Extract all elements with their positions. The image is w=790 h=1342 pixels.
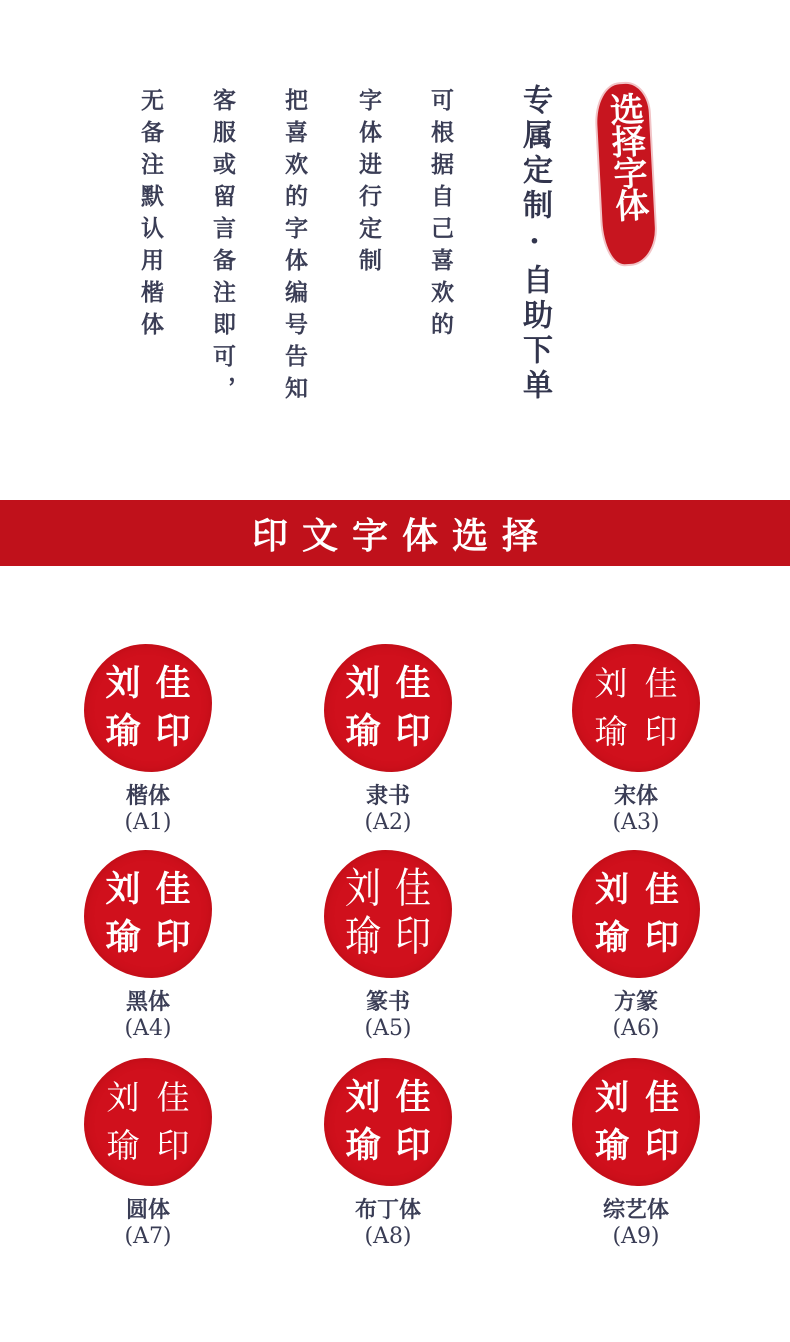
intro-section: [0, 0, 790, 500]
seal-char: 印: [395, 1126, 431, 1166]
seal-char: 印: [155, 918, 191, 958]
font-option-a1[interactable]: [48, 644, 248, 836]
seal-char: 佳: [395, 664, 431, 704]
font-name: 黑体: [125, 989, 170, 1015]
seal-char: 印: [645, 1126, 677, 1166]
seal-char: 瑜: [345, 1126, 381, 1166]
seal-char: 佳: [156, 1078, 190, 1117]
font-option-a6[interactable]: [536, 850, 736, 1042]
seal-char: 瑜: [105, 918, 141, 958]
font-option-a8[interactable]: [288, 1058, 488, 1250]
seal-image: [324, 644, 452, 772]
seal-char: 佳: [394, 865, 431, 913]
seal-char: 刘: [594, 664, 628, 703]
seal-char: 印: [394, 913, 431, 961]
seal-char: 印: [156, 1126, 190, 1165]
seal-char: 瑜: [345, 712, 381, 752]
font-name: 隶书: [365, 783, 410, 809]
intro-main-column: 专属定制·自助下单: [517, 84, 552, 404]
seal-char: 刘: [344, 865, 381, 913]
font-option-a7[interactable]: [48, 1058, 248, 1250]
seal-glyphs: [572, 850, 700, 978]
seal-char: 印: [645, 918, 677, 958]
seal-char: 刘: [106, 1078, 140, 1117]
font-option-a9[interactable]: [536, 1058, 736, 1250]
font-name: 综艺体: [602, 1197, 669, 1223]
seal-image: [572, 644, 700, 772]
seal-glyphs: [324, 1058, 452, 1186]
section-banner: [0, 500, 790, 566]
seal-image: [572, 1058, 700, 1186]
seal-char: 瑜: [344, 913, 381, 961]
font-name: 篆书: [365, 989, 410, 1015]
intro-column-3: 把喜欢的字体编号告知: [281, 88, 308, 408]
seal-char: 佳: [645, 1078, 677, 1118]
seal-char: 刘: [345, 664, 381, 704]
intro-column-5: 无备注默认用楷体: [137, 88, 164, 344]
title-seal-text: 选择字体: [602, 91, 650, 221]
seal-char: 刘: [595, 1078, 627, 1118]
seal-glyphs: [84, 850, 212, 978]
seal-char: 刘: [345, 1078, 381, 1118]
font-option-a4[interactable]: [48, 850, 248, 1042]
seal-char: 瑜: [105, 711, 141, 752]
seal-image: [324, 1058, 452, 1186]
font-option-a5[interactable]: [288, 850, 488, 1042]
font-option-a3[interactable]: [536, 644, 736, 836]
font-option-a2[interactable]: [288, 644, 488, 836]
seal-glyphs: [572, 644, 700, 772]
font-code: (A7): [124, 1224, 172, 1249]
font-code: (A9): [612, 1224, 660, 1249]
seal-glyphs: [572, 1058, 700, 1186]
font-name: 方篆: [613, 989, 658, 1015]
font-code: (A5): [364, 1016, 412, 1041]
seal-image: [84, 644, 212, 772]
seal-char: 佳: [395, 1078, 431, 1118]
seal-char: 佳: [155, 663, 191, 704]
font-name: 楷体: [125, 783, 170, 809]
font-name: 圆体: [125, 1197, 170, 1223]
font-code: (A6): [612, 1016, 660, 1041]
seal-char: 瑜: [595, 1126, 627, 1166]
seal-char: 印: [155, 711, 191, 752]
seal-image: [324, 850, 452, 978]
seal-char: 刘: [105, 663, 141, 704]
font-code: (A1): [124, 810, 172, 835]
font-code: (A4): [124, 1016, 172, 1041]
seal-char: 印: [395, 712, 431, 752]
seal-char: 印: [644, 712, 678, 751]
font-code: (A3): [612, 810, 660, 835]
seal-char: 瑜: [595, 918, 627, 958]
intro-column-4: 客服或留言备注即可，: [209, 88, 236, 408]
seal-image: [84, 1058, 212, 1186]
seal-char: 瑜: [106, 1126, 140, 1165]
seal-char: 佳: [644, 664, 678, 703]
seal-glyphs: [84, 1058, 212, 1186]
seal-char: 佳: [155, 870, 191, 910]
font-code: (A2): [364, 810, 412, 835]
seal-image: [572, 850, 700, 978]
font-name: 布丁体: [354, 1197, 421, 1223]
seal-glyphs: [324, 850, 452, 978]
seal-image: [84, 850, 212, 978]
seal-char: 刘: [105, 870, 141, 910]
seal-char: 佳: [645, 870, 677, 910]
title-seal: [595, 83, 656, 265]
seal-char: 刘: [595, 870, 627, 910]
font-name: 宋体: [613, 783, 658, 809]
seal-char: 瑜: [594, 712, 628, 751]
font-options-grid: [0, 566, 790, 1342]
font-code: (A8): [364, 1224, 412, 1249]
intro-column-1: 可根据自己喜欢的: [427, 88, 454, 344]
seal-glyphs: [84, 644, 212, 772]
intro-column-2: 字体进行定制: [355, 88, 382, 280]
banner-title: 印文字体选择: [251, 514, 552, 557]
seal-glyphs: [324, 644, 452, 772]
